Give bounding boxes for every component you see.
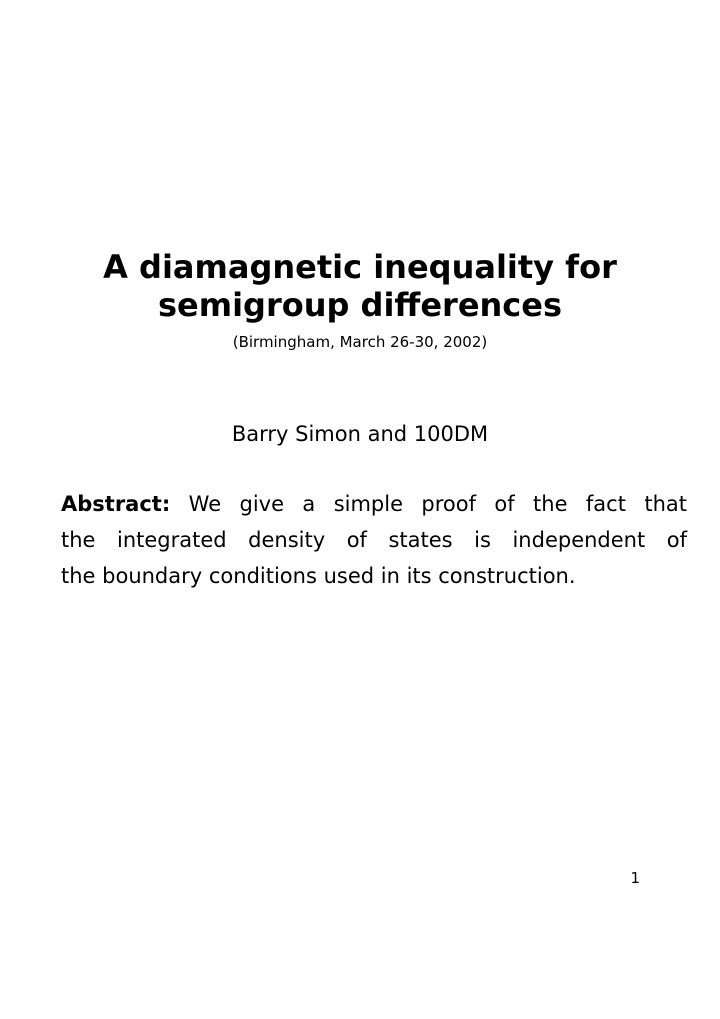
abstract-line-3: the boundary conditions used in its construction. bbox=[61, 564, 576, 588]
authors: Barry Simon and 100DM bbox=[231, 422, 489, 446]
abstract-label: Abstract: bbox=[61, 492, 171, 516]
abstract-text-1: We give a simple proof of the fact that bbox=[188, 492, 687, 516]
paper-title-line-1: A diamagnetic inequality for bbox=[103, 248, 617, 286]
paper-title-line-2: semigroup differences bbox=[157, 286, 563, 324]
abstract-line-2: the integrated density of states is independent of bbox=[61, 528, 687, 552]
conference-info: (Birmingham, March 26-30, 2002) bbox=[232, 333, 488, 351]
page-number: 1 bbox=[630, 869, 640, 887]
paper-title bbox=[40, 248, 680, 324]
abstract bbox=[61, 486, 687, 594]
abstract-line-1 bbox=[61, 486, 687, 522]
